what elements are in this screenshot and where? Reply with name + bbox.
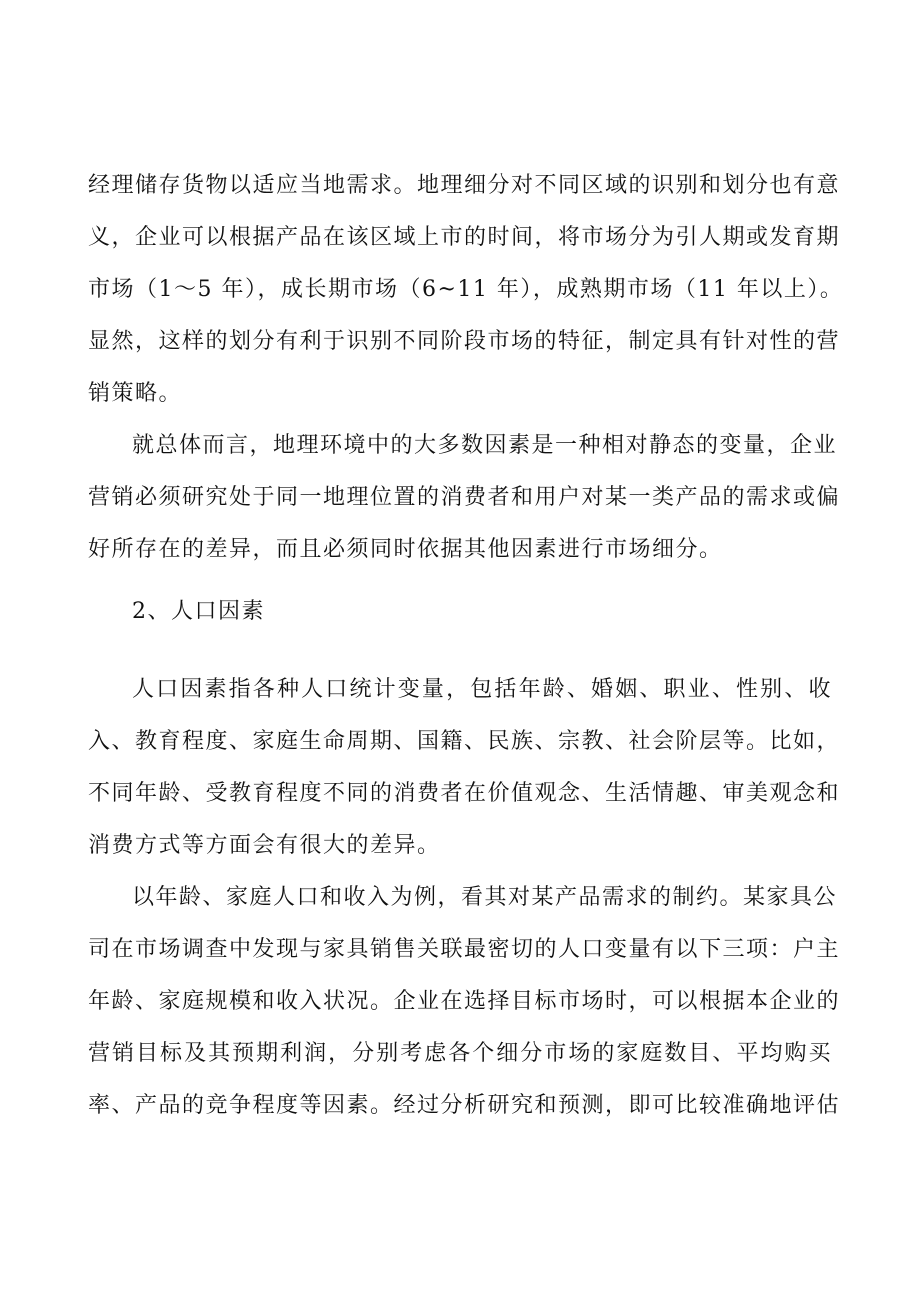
paragraph-demographic-factors [88, 664, 841, 872]
paragraph-line: 营销必须研究处于同一地理位置的消费者和用户对某一类产品的需求或偏 [88, 485, 841, 510]
paragraph-line: 营销目标及其预期利润，分别考虑各个细分市场的家庭数目、平均购买 [88, 1041, 832, 1066]
paragraph-line: 好所存在的差异，而且必须同时依据其他因素进行市场细分。 [88, 537, 723, 562]
paragraph-line: 消费方式等方面会有很大的差异。 [88, 833, 441, 858]
paragraph-line: 人口因素指各种人口统计变量，包括年龄、婚姻、职业、性别、收 [132, 677, 832, 702]
paragraph-line: 年龄、家庭规模和收入状况。企业在选择目标市场时，可以根据本企业的 [88, 989, 841, 1014]
section-heading: 2、人口因素 [132, 599, 265, 624]
paragraph-furniture-example [88, 872, 841, 1132]
paragraph-line: 销策略。 [88, 381, 183, 406]
paragraph-line: 不同年龄、受教育程度不同的消费者在价值观念、生活情趣、审美观念和 [88, 781, 841, 806]
paragraph-line: 显然，这样的划分有利于识别不同阶段市场的特征，制定具有针对性的营 [88, 329, 841, 354]
paragraph-line: 以年龄、家庭人口和收入为例，看其对某产品需求的制约。某家具公 [132, 885, 838, 910]
paragraph-geographic-segmentation [88, 160, 844, 420]
paragraph-line: 率、产品的竞争程度等因素。经过分析研究和预测，即可比较准确地评估 [88, 1093, 841, 1118]
paragraph-line: 市场（1～5 年），成长期市场（6~11 年），成熟期市场（11 年以上）。 [88, 277, 844, 302]
paragraph-line: 就总体而言，地理环境中的大多数因素是一种相对静态的变量，企业 [132, 433, 838, 458]
paragraph-overall-summary [88, 420, 841, 576]
paragraph-line: 经理储存货物以适应当地需求。地理细分对不同区域的识别和划分也有意 [88, 173, 841, 198]
paragraph-line: 入、教育程度、家庭生命周期、国籍、民族、宗教、社会阶层等。比如， [88, 729, 841, 754]
paragraph-line: 义，企业可以根据产品在该区域上市的时间，将市场分为引人期或发育期 [88, 225, 841, 250]
paragraph-line: 司在市场调查中发现与家具销售关联最密切的人口变量有以下三项：户主 [88, 937, 841, 962]
